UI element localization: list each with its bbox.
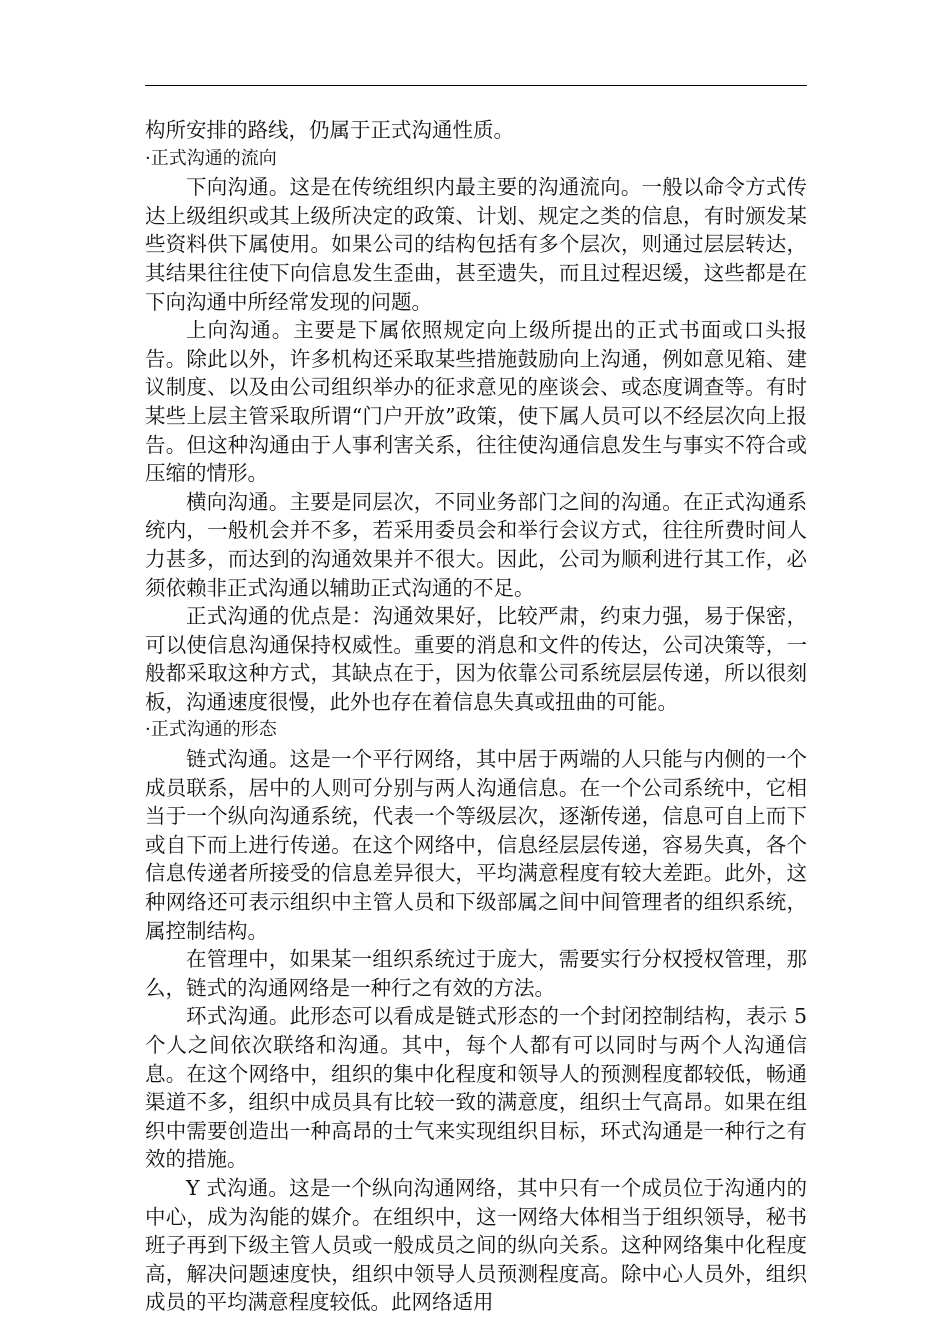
paragraph-formal-advantages: 正式沟通的优点是：沟通效果好，比较严肃，约束力强，易于保密，可以使信息沟通保持权威性。重要的消息和文件的传达，公司决策等，一般都采取这种方式，其缺点在于，因为依靠公司系统层层传递，所以很刻板，沟通速度很慢，此外也存在着信息失真或扭曲的可能。 bbox=[145, 604, 807, 714]
paragraph-upward-communication: 上向沟通。主要是下属依照规定向上级所提出的正式书面或口头报告。除此以外，许多机构还采取某些措施鼓励向上沟通，例如意见箱、建议制度、以及由公司组织举办的征求意见的座谈会、或态度调查等。有时某些上层主管采取所谓“门户开放”政策，使下属人员可以不经层次向上报告。但这种沟通由于人事利害关系，往往使沟通信息发生与事实不符合或压缩的情形。 bbox=[145, 318, 807, 486]
paragraph-chain-communication: 链式沟通。这是一个平行网络，其中居于两端的人只能与内侧的一个成员联系，居中的人则可分别与两人沟通信息。在一个公司系统中，它相当于一个纵向沟通系统，代表一个等级层次，逐渐传递，信息可自上而下或自下而上进行传递。在这个网络中，信息经层层传递，容易失真，各个信息传递者所接受的信息差异很大，平均满意程度有较大差距。此外，这种网络还可表示组织中主管人员和下级部属之间中间管理者的组织系统，属控制结构。 bbox=[145, 747, 807, 943]
document-body bbox=[145, 116, 807, 1317]
section-heading-flow-direction: ·正式沟通的流向 bbox=[145, 147, 277, 169]
paragraph-y-communication: Y 式沟通。这是一个纵向沟通网络，其中只有一个成员位于沟通内的中心，成为沟能的媒介。在组织中，这一网络大体相当于组织领导，秘书班子再到下级主管人员或一般成员之间的纵向关系。这种网络集中化程度高，解决问题速度快，组织中领导人员预测程度高。除中心人员外，组织成员的平均满意程度较低。此网络适用 bbox=[145, 1175, 807, 1315]
paragraph-downward-communication: 下向沟通。这是在传统组织内最主要的沟通流向。一般以命令方式传达上级组织或其上级所决定的政策、计划、规定之类的信息，有时颁发某些资料供下属使用。如果公司的结构包括有多个层次，则通过层层转达，其结果往往使下向信息发生歪曲，甚至遗失，而且过程迟缓，这些都是在下向沟通中所经常发现的问题。 bbox=[145, 175, 807, 314]
header-rule bbox=[145, 85, 807, 86]
paragraph-chain-management: 在管理中，如果某一组织系统过于庞大，需要实行分权授权管理，那么，链式的沟通网络是一种行之有效的方法。 bbox=[145, 947, 807, 1000]
paragraph-horizontal-communication: 横向沟通。主要是同层次，不同业务部门之间的沟通。在正式沟通系统内，一般机会并不多，若采用委员会和举行会议方式，往往所费时间人力甚多，而达到的沟通效果并不很大。因此，公司为顺利进行其工作，必须依赖非正式沟通以辅助正式沟通的不足。 bbox=[145, 489, 807, 600]
paragraph-continuation: 构所安排的路线，仍属于正式沟通性质。 bbox=[145, 118, 514, 142]
paragraph-circle-communication: 环式沟通。此形态可以看成是链式形态的一个封闭控制结构，表示 5 个人之间依次联络和沟通。其中，每个人都有可以同时与两个人沟通信息。在这个网络中，组织的集中化程度和领导人的预测程度都较低，畅通渠道不多，组织中成员具有比较一致的满意度，组织士气高昂。如果在组织中需要创造出一种高昂的士气来实现组织目标，环式沟通是一种行之有效的措施。 bbox=[145, 1004, 807, 1172]
section-heading-forms: ·正式沟通的形态 bbox=[145, 719, 277, 741]
